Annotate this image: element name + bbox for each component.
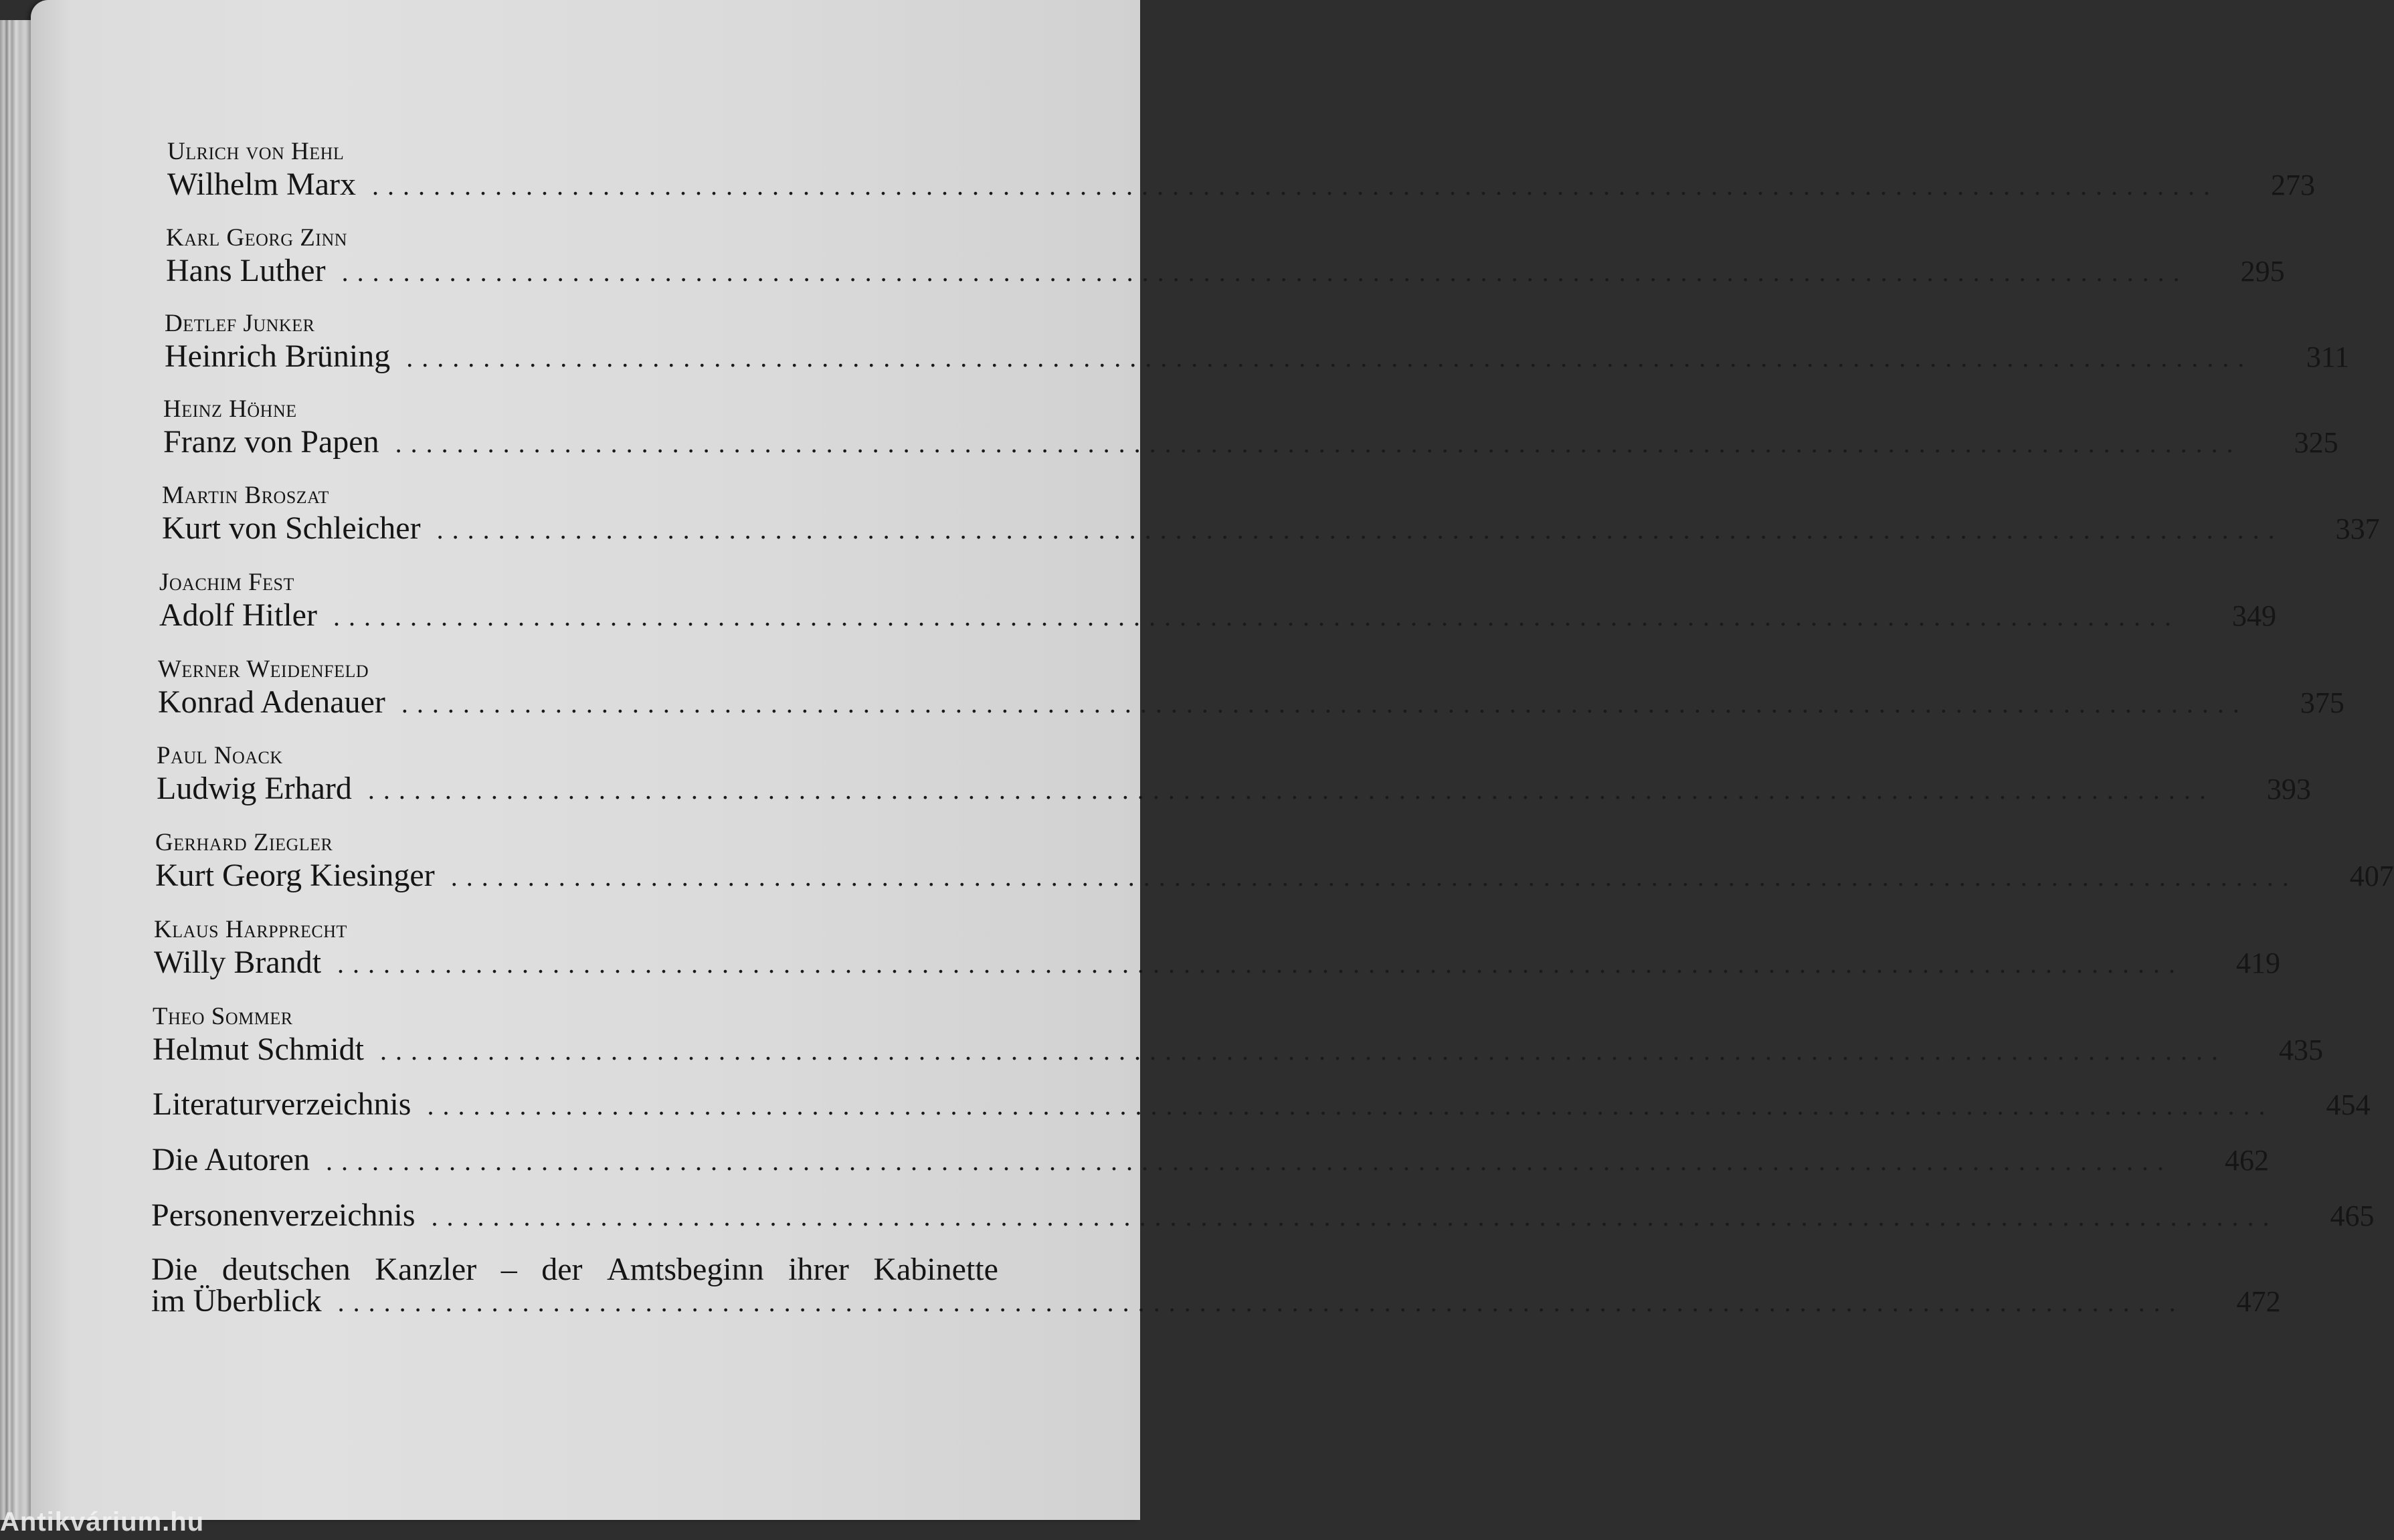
toc-appendix-entry — [153, 1085, 2371, 1125]
toc-author: Gerhard Ziegler — [155, 829, 333, 856]
toc-entry — [163, 395, 2338, 463]
dot-leader — [342, 253, 2189, 292]
toc-entry — [166, 224, 2285, 292]
toc-title: Adolf Hitler — [159, 597, 317, 633]
toc-author: Karl Georg Zinn — [166, 224, 348, 252]
toc-author: Heinz Höhne — [163, 395, 297, 423]
toc-page-number: 454 — [2326, 1088, 2371, 1121]
toc-title: Die Autoren — [152, 1142, 310, 1177]
dot-leader — [338, 1283, 2185, 1322]
dot-leader — [427, 1086, 2274, 1125]
toc-page-number: 465 — [2330, 1199, 2375, 1232]
dot-leader — [451, 858, 2298, 896]
toc-entry — [154, 916, 2281, 983]
toc-entry — [157, 742, 2311, 809]
dot-leader — [333, 597, 2180, 636]
toc-entry — [159, 569, 2276, 636]
toc-page-number: 311 — [2306, 341, 2350, 373]
dot-leader — [372, 167, 2219, 205]
toc-title: Personenverzeichnis — [151, 1197, 416, 1233]
toc-title: Konrad Adenauer — [158, 684, 385, 720]
dot-leader — [337, 945, 2184, 983]
toc-entry — [165, 310, 2350, 377]
toc-author: Paul Noack — [157, 742, 283, 769]
toc-title: Franz von Papen — [163, 424, 379, 460]
toc-page-number: 435 — [2278, 1034, 2323, 1066]
toc-page-number: 375 — [2300, 686, 2344, 719]
toc-author: Klaus Harpprecht — [154, 916, 347, 943]
toc-page-number: 407 — [2349, 860, 2394, 892]
watermark: Antikvárium.hu — [0, 1507, 205, 1537]
toc-author: Ulrich von Hehl — [167, 138, 345, 165]
toc-author: Joachim Fest — [159, 569, 294, 596]
dot-leader — [432, 1197, 2278, 1236]
toc-page-number: 472 — [2236, 1285, 2281, 1318]
toc-page-number: 393 — [2266, 773, 2311, 805]
toc-title: Kurt Georg Kiesinger — [155, 858, 435, 893]
toc-entry — [155, 829, 2394, 896]
toc-page-number: 295 — [2240, 255, 2285, 288]
toc-final-entry — [151, 1252, 2281, 1322]
toc-title-line-1: Die deutschen Kanzler – der Amtsbeginn ihrer Kabinette — [151, 1252, 998, 1287]
dot-leader — [395, 424, 2242, 463]
toc-title: Wilhelm Marx — [167, 167, 356, 202]
toc-page-number: 419 — [2236, 947, 2281, 979]
toc-page-number: 349 — [2231, 599, 2276, 632]
dot-leader — [380, 1032, 2227, 1070]
dot-leader — [406, 339, 2253, 377]
toc-title: Ludwig Erhard — [157, 771, 352, 806]
toc-title: Literaturverzeichnis — [153, 1086, 411, 1122]
toc-title: Hans Luther — [166, 253, 326, 288]
toc-entry — [167, 138, 2315, 205]
toc-entry — [153, 1003, 2323, 1070]
dot-leader — [401, 684, 2248, 723]
toc-author: Theo Sommer — [153, 1003, 293, 1030]
toc-title: Heinrich Brüning — [165, 339, 391, 374]
toc-title: Willy Brandt — [154, 945, 322, 980]
toc-author: Martin Broszat — [162, 482, 329, 509]
toc-author: Detlef Junker — [165, 310, 315, 337]
toc-title: Kurt von Schleicher — [162, 510, 421, 546]
dot-leader — [326, 1142, 2173, 1181]
toc-page-number: 273 — [2271, 169, 2315, 201]
dot-leader — [437, 510, 2284, 549]
toc-page-number: 462 — [2224, 1144, 2269, 1177]
toc-title-line-2: im Überblick — [151, 1283, 322, 1319]
toc-title: Helmut Schmidt — [153, 1032, 364, 1067]
toc-appendix-entry — [151, 1196, 2375, 1236]
toc-entry — [162, 482, 2380, 549]
toc-appendix-entry — [152, 1141, 2269, 1181]
toc-entry — [158, 656, 2344, 723]
dot-leader — [368, 771, 2215, 809]
toc-author: Werner Weidenfeld — [158, 656, 369, 683]
toc-page-number: 325 — [2294, 426, 2338, 459]
toc-page-number: 337 — [2335, 512, 2380, 545]
